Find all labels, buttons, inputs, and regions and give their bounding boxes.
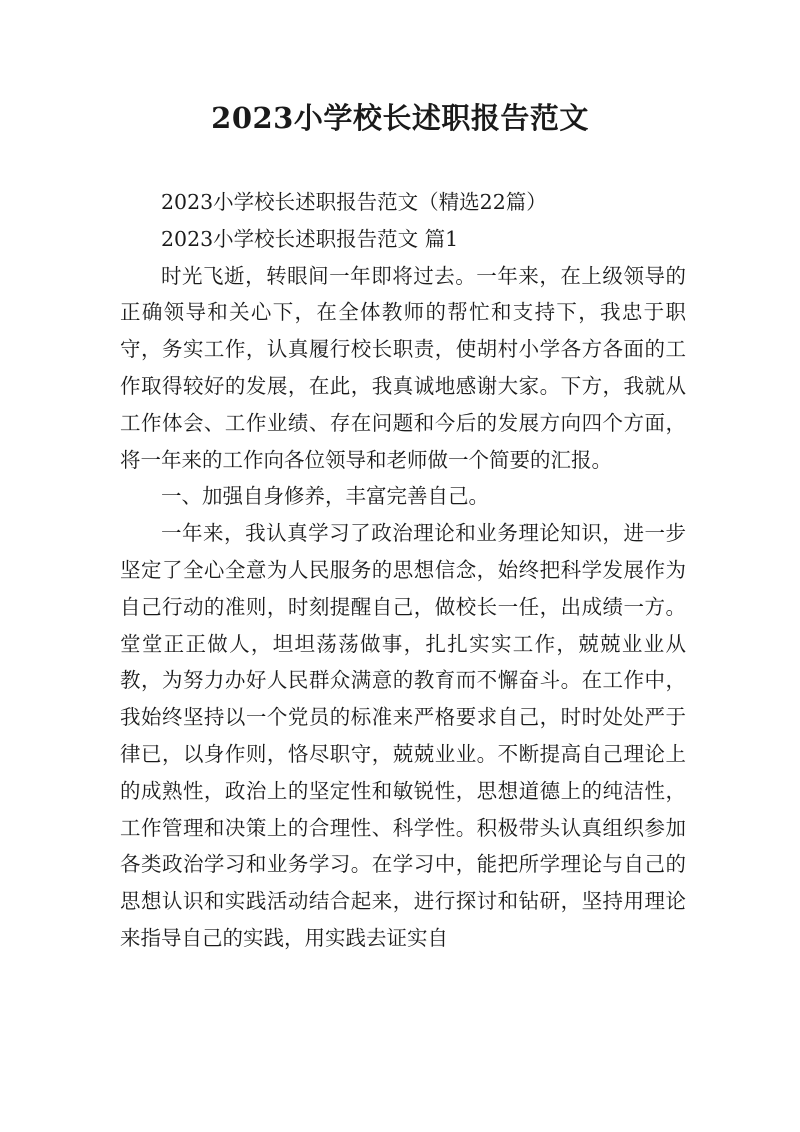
paragraph-study: 一年来，我认真学习了政治理论和业务理论知识，进一步坚定了全心全意为人民服务的思想信念，始终把科学发展作为自己行动的准则，时刻提醒自己，做校长一任，出成绩一方。堂堂正正做人，坦坦荡荡做事，扎扎实实工作，兢兢业业从教，为努力办好人民群众满意的教育而不懈奋斗。在工作中，我始终坚持以一个党员的标准来严格要求自己，时时处处严于律已，以身作则，恪尽职守，兢兢业业。不断提高自己理论上的成熟性，政治上的坚定性和敏锐性，思想道德上的纯洁性，工作管理和决策上的合理性、科学性。积极带头认真组织参加各类政治学习和业务学习。在学习中，能把所学理论与自己的思想认识和实践活动结合起来，进行探讨和钻研，坚持用理论来指导自己的实践，用实践去证实自 (120, 521, 686, 950)
document-body (120, 184, 686, 957)
document-subtitle: 2023小学校长述职报告范文（精选22篇） (161, 190, 547, 214)
section-heading: 2023小学校长述职报告范文 篇1 (161, 226, 459, 251)
paragraph-heading-1: 一、加强自身修养，丰富完善自己。 (161, 484, 489, 509)
document-title: 2023小学校长述职报告范文 (211, 101, 589, 135)
paragraph-intro: 时光飞逝，转眼间一年即将过去。一年来，在上级领导的正确领导和关心下，在全体教师的帮忙和支持下，我忠于职守，务实工作，认真履行校长职责，使胡村小学各方各面的工作取得较好的发展，在此，我真诚地感谢大家。下方，我就从工作体会、工作业绩、存在问题和今后的发展方向四个方面，将一年来的工作向各位领导和老师做一个简要的汇报。 (120, 263, 686, 472)
